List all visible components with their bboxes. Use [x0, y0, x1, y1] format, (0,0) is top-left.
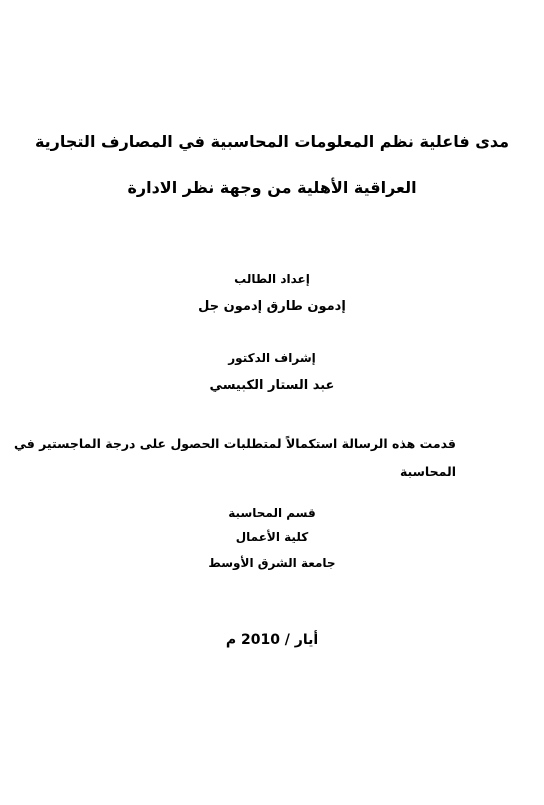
submission-statement-line-1: قدمت هذه الرسالة استكمالاً لمتطلبات الحصول على درجة الماجستير في — [13, 436, 456, 451]
student-name: إدمون طارق إدمون جل — [198, 299, 346, 314]
department-name: قسم المحاسبة — [228, 506, 316, 520]
thesis-title-line-1: مدى فاعلية نظم المعلومات المحاسبية في المصارف التجارية — [34, 132, 510, 151]
supervisor-name: عبد الستار الكبيسي — [209, 378, 335, 393]
thesis-title-line-2: العراقية الأهلية من وجهة نظر الادارة — [127, 178, 417, 197]
submission-statement — [13, 430, 456, 486]
submission-statement-line-2: المحاسبة — [399, 464, 456, 479]
college-name: كلية الأعمال — [235, 530, 309, 544]
university-name: جامعة الشرق الأوسط — [208, 556, 336, 570]
submission-date: أيار / 2010 م — [225, 632, 319, 648]
prepared-by-label: إعداد الطالب — [234, 272, 310, 286]
supervisor-label: إشراف الدكتور — [228, 351, 316, 365]
